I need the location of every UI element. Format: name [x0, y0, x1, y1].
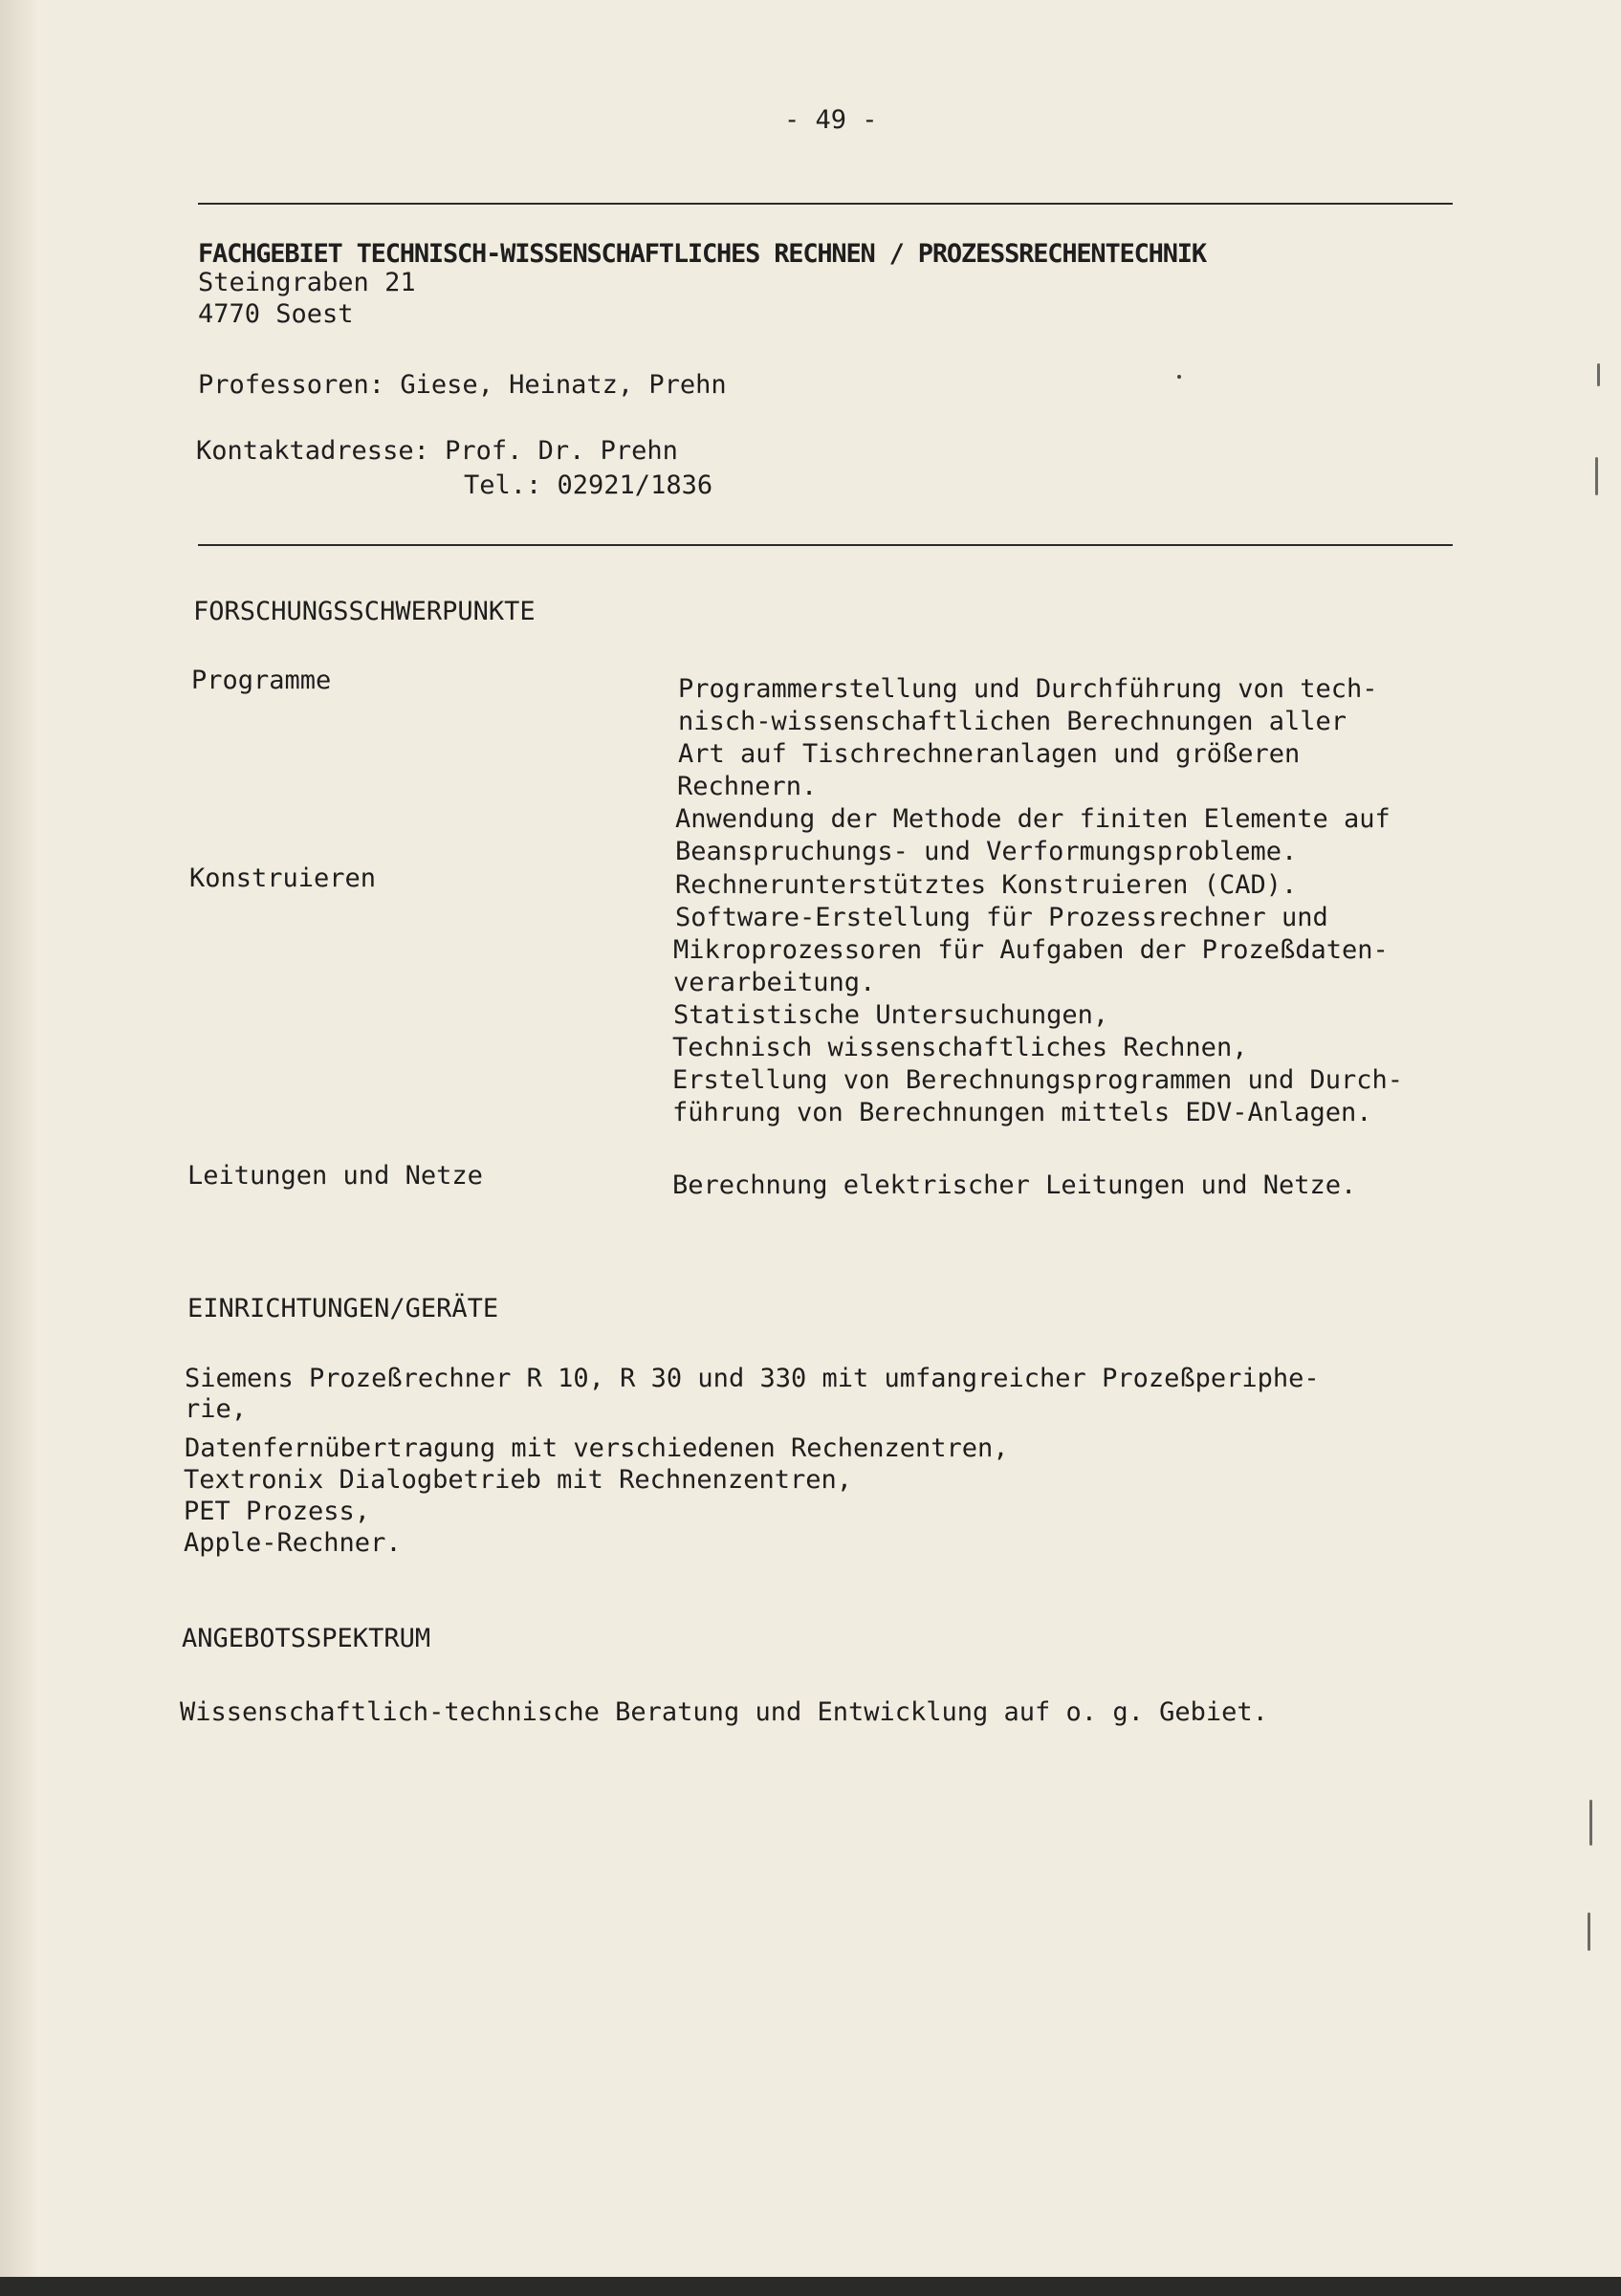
research-topic-programme: Programme [191, 666, 332, 695]
professors-line: Professoren: Giese, Heinatz, Prehn [198, 370, 727, 400]
equipment-line: Datenfernübertragung mit verschiedenen Rechenzentren, [185, 1433, 1009, 1463]
research-heading: FORSCHUNGSSCHWERPUNKTE [193, 597, 536, 626]
street-address: Steingraben 21 [198, 268, 416, 297]
binder-mark [1597, 363, 1600, 386]
equipment-line: Apple-Rechner. [184, 1528, 402, 1558]
equipment-line: Textronix Dialogbetrieb mit Rechnenzentren, [184, 1465, 852, 1495]
research-topic-konstruieren: Konstruieren [189, 864, 377, 893]
research-text-line: verarbeitung. [673, 968, 876, 997]
research-text-line: führung von Berechnungen mittels EDV-Anlagen. [672, 1098, 1372, 1127]
research-text-line: Rechnerunterstütztes Konstruieren (CAD). [675, 870, 1298, 900]
equipment-line: rie, [185, 1394, 248, 1424]
offer-heading: ANGEBOTSSPEKTRUM [182, 1624, 431, 1653]
header-rule-top [198, 203, 1453, 205]
research-text-line: Statistische Untersuchungen, [673, 1000, 1109, 1030]
research-text-line: Technisch wissenschaftliches Rechnen, [672, 1033, 1248, 1062]
research-text-line: nisch-wissenschaftlichen Berechnungen aller [678, 707, 1347, 736]
scan-bottom-edge [0, 2277, 1621, 2296]
department-title: FACHGEBIET TECHNISCH-WISSENSCHAFTLICHES RECHNEN / PROZESSRECHENTECHNIK [198, 239, 1206, 269]
binder-mark [1589, 1800, 1592, 1846]
research-text-line: Anwendung der Methode der finiten Elemente auf [675, 804, 1391, 834]
city-address: 4770 Soest [198, 299, 354, 329]
research-text-line: Rechnern. [677, 772, 818, 801]
page-left-edge [0, 0, 36, 2296]
offer-text: Wissenschaftlich-technische Beratung und Entwicklung auf o. g. Gebiet. [180, 1697, 1268, 1727]
research-topic-leitungen: Leitungen und Netze [187, 1161, 483, 1191]
ink-dot [1177, 375, 1181, 379]
research-text-line: Programmerstellung und Durchführung von tech- [678, 674, 1378, 704]
equipment-heading: EINRICHTUNGEN/GERÄTE [187, 1294, 499, 1323]
research-text-line: Art auf Tischrechneranlagen und größeren [678, 739, 1301, 769]
contact-line: Kontaktadresse: Prof. Dr. Prehn [196, 436, 678, 466]
phone-line: Tel.: 02921/1836 [464, 470, 713, 500]
research-text-line: Berechnung elektrischer Leitungen und Netze. [672, 1170, 1357, 1200]
binder-mark [1588, 1913, 1590, 1951]
research-text-line: Software-Erstellung für Prozessrechner und [675, 903, 1328, 932]
research-text-line: Beanspruchungs- und Verformungsprobleme. [675, 837, 1298, 866]
equipment-line: PET Prozess, [184, 1497, 371, 1526]
header-rule-bottom [198, 544, 1453, 546]
research-text-line: Mikroprozessoren für Aufgaben der Prozeßdaten- [673, 935, 1389, 965]
equipment-line: Siemens Prozeßrechner R 10, R 30 und 330 mit umfangreicher Prozeßperiphe- [185, 1364, 1320, 1393]
binder-mark [1595, 457, 1598, 495]
research-text-line: Erstellung von Berechnungsprogrammen und Durch- [672, 1065, 1404, 1095]
page-number: - 49 - [784, 105, 878, 135]
